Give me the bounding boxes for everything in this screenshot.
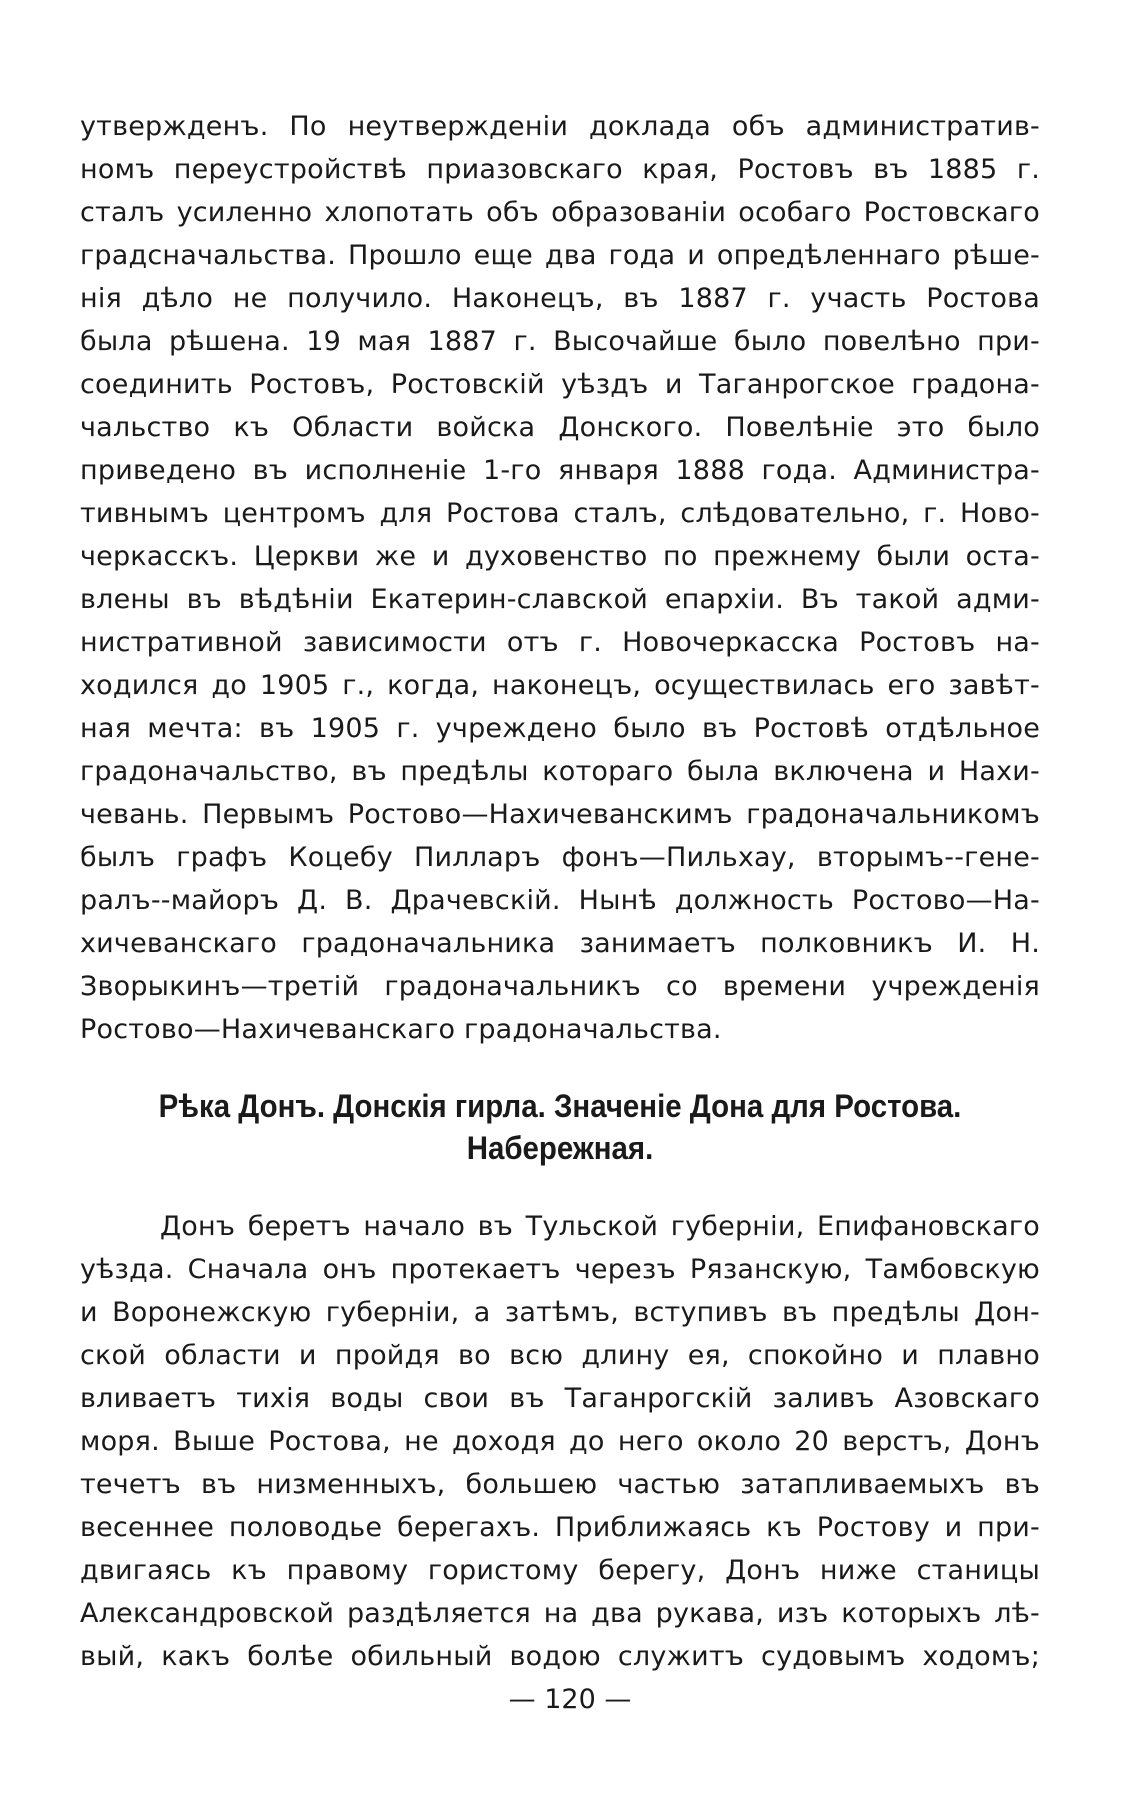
text-line: градсначальства. Прошло еще два года и опредѣленнаго рѣше- [80, 240, 1040, 271]
text-line: Зворыкинъ—третій градоначальникъ со времени учрежденія [80, 971, 1040, 1002]
text-line: черкасскъ. Церкви же и духовенство по прежнему были оста- [80, 541, 1040, 572]
text-line: течетъ въ низменныхъ, большею частью затапливаемыхъ въ [80, 1469, 1040, 1500]
text-line: Ростово—Нахичеванскаго градоначальства. [80, 1014, 722, 1045]
text-line: была рѣшена. 19 мая 1887 г. Высочайше было повелѣно при- [80, 326, 1040, 357]
section-heading [118, 1085, 1001, 1169]
text-line: ная мечта: въ 1905 г. учреждено было въ Ростовѣ отдѣльное [80, 713, 1040, 744]
text-line: приведено въ исполненіе 1-го января 1888 года. Администра- [80, 455, 1040, 486]
text-line: номъ переустройствѣ приазовскаго края, Ростовъ въ 1885 г. [80, 154, 1040, 185]
text-line: былъ графъ Коцебу Пилларъ фонъ—Пильхау, вторымъ--гене- [80, 842, 1040, 873]
text-line: чевань. Первымъ Ростово—Нахичеванскимъ градоначальникомъ [80, 799, 1040, 830]
section-heading-line2: Набережная. [466, 1130, 654, 1166]
paragraph-don-river [80, 1205, 1040, 1678]
section-heading-line1: Рѣка Донъ. Донскія гирла. Значеніе Дона для Ростова. [158, 1088, 962, 1124]
text-line: тивнымъ центромъ для Ростова сталъ, слѣдовательно, г. Ново- [80, 498, 1040, 529]
text-line: моря. Выше Ростова, не доходя до него около 20 верстъ, Донъ [80, 1426, 1040, 1457]
text-line: ралъ--майоръ Д. В. Драчевскій. Нынѣ должность Ростово—На- [80, 885, 1040, 916]
text-line: хичеванскаго градоначальника занимаетъ полковникъ И. Н. [80, 928, 1040, 959]
text-line: вливаетъ тихія воды свои въ Таганрогскій заливъ Азовскаго [80, 1383, 1040, 1414]
text-line: уѣзда. Сначала онъ протекаетъ черезъ Рязанскую, Тамбовскую [80, 1254, 1040, 1285]
text-line: градоначальство, въ предѣлы котораго была включена и Нахи- [80, 756, 1040, 787]
text-line: и Воронежскую губерніи, а затѣмъ, вступивъ въ предѣлы Дон- [80, 1297, 1040, 1328]
text-line: чальство къ Области войска Донского. Повелѣніе это было [80, 412, 1040, 443]
text-line: Донъ беретъ начало въ Тульской губерніи, Епифановскаго [160, 1211, 1040, 1242]
text-line: Александровской раздѣляется на два рукава, изъ которыхъ лѣ- [80, 1598, 1040, 1629]
text-line: ходился до 1905 г., когда, наконецъ, осуществилась его завѣт- [80, 670, 1040, 701]
text-line: вый, какъ болѣе обильный водою служитъ судовымъ ходомъ; [80, 1641, 1040, 1672]
text-line: сталъ усиленно хлопотать объ образованіи особаго Ростовскаго [80, 197, 1040, 228]
page-number: — 120 — [508, 1684, 632, 1715]
text-line: весеннее половодье берегахъ. Приближаясь къ Ростову и при- [80, 1512, 1040, 1543]
text-line: нія дѣло не получило. Наконецъ, въ 1887 г. участь Ростова [80, 283, 1040, 314]
text-line: соединить Ростовъ, Ростовскій уѣздъ и Таганрогское градона- [80, 369, 1040, 400]
text-line: ской области и пройдя во всю длину ея, спокойно и плавно [80, 1340, 1040, 1371]
text-line: нистративной зависимости отъ г. Новочеркасска Ростовъ на- [80, 627, 1040, 658]
text-line: двигаясь къ правому гористому берегу, Донъ ниже станицы [80, 1555, 1040, 1586]
paragraph-history [80, 105, 1040, 1051]
text-line: влены въ вѣдѣніи Екатерин-славской епархіи. Въ такой адми- [80, 584, 1040, 615]
text-line: утвержденъ. По неутвержденіи доклада объ административ- [80, 111, 1040, 142]
